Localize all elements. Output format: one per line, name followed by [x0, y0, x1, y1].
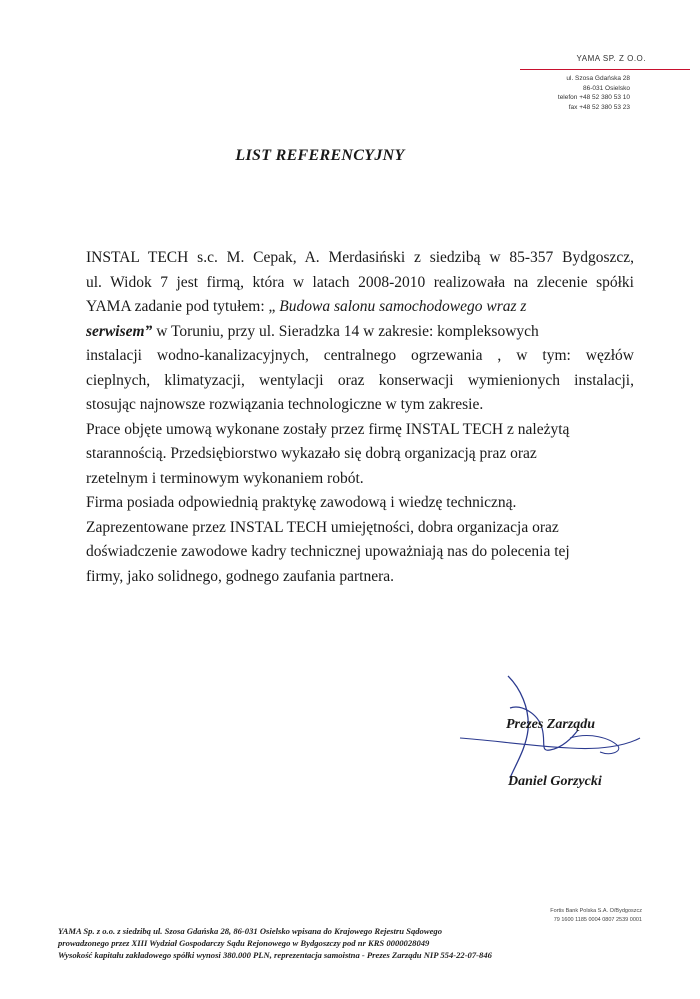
body-text-segment: w Toruniu, przy ul. Sieradzka 14 w zakresie: kompleksowych	[152, 322, 539, 340]
project-title-end: serwisem”	[86, 322, 153, 340]
body-line: doświadczenie zawodowe kadry technicznej upoważniają nas do polecenia tej	[86, 543, 570, 560]
company-name: YAMA SP. Z O.O.	[576, 54, 646, 63]
body-line: starannością. Przedsiębiorstwo wykazało się dobrą organizacją praz oraz	[86, 445, 537, 462]
body-line: instalacji wodno-kanalizacyjnych, centralnego ogrzewania , w tym: węzłów	[86, 347, 634, 364]
footer-line: Wysokość kapitału zakładowego spółki wynosi 380.000 PLN, reprezentacja samoistna - Prezes Zarządu NIP 554-22-07-846	[58, 950, 492, 960]
body-line: firmy, jako solidnego, godnego zaufania partnera.	[86, 567, 395, 585]
body-line: stosując najnowsze rozwiązania technologiczne w tym zakresie.	[86, 396, 484, 413]
project-title: Budowa salonu samochodowego wraz z	[279, 298, 527, 315]
address-phone: telefon +48 52 380 53 10	[557, 94, 630, 102]
signatory-name: Daniel Gorzycki	[508, 774, 602, 789]
body-line: rzetelnym i terminowym wykonaniem robót.	[86, 469, 364, 487]
address-fax: fax +48 52 380 53 23	[568, 103, 630, 111]
letter-body	[86, 246, 634, 589]
body-line: cieplnych, klimatyzacji, wentylacji oraz konserwacji wymienionych instalacji,	[86, 371, 634, 389]
body-line: Zaprezentowane przez INSTAL TECH umiejętności, dobra organizacja oraz	[86, 518, 559, 536]
company-footer	[58, 925, 618, 961]
document-title: LIST REFERENCYJNY	[235, 147, 405, 164]
bank-name: Fortis Bank Polska S.A. O/Bydgoszcz	[550, 908, 642, 914]
header-rule	[520, 69, 690, 70]
body-line: INSTAL TECH s.c. M. Cepak, A. Merdasiński z siedzibą w 85-357 Bydgoszcz,	[86, 249, 634, 266]
body-line	[86, 320, 634, 345]
signatory-role: Prezes Zarządu	[506, 717, 596, 732]
body-line: Firma posiada odpowiednią praktykę zawodową i wiedzę techniczną.	[86, 494, 517, 511]
footer-line: YAMA Sp. z o.o. z siedzibą ul. Szosa Gdańska 28, 86-031 Osielsko wpisana do Krajowego Rejestru Sądowego	[58, 926, 442, 936]
address-city: 86-031 Osielsko	[583, 84, 630, 92]
body-line: Prace objęte umową wykonane zostały przez firmę INSTAL TECH z należytą	[86, 420, 570, 438]
bank-details	[550, 907, 642, 924]
address-street: ul. Szosa Gdańska 28	[566, 75, 630, 82]
company-address	[558, 74, 630, 112]
bank-account: 79 1600 1185 0004 0807 2539 0001	[553, 916, 642, 923]
footer-line: prowadzonego przez XIII Wydział Gospodarczy Sądu Rejonowego w Bydgoszczy pod nr KRS 0000028049	[58, 938, 430, 948]
body-line: ul. Widok 7 jest firmą, która w latach 2008-2010 realizowała na zlecenie spółki	[86, 273, 634, 291]
body-text-segment: YAMA zadanie pod tytułem: „	[86, 298, 280, 315]
body-line	[86, 295, 634, 320]
